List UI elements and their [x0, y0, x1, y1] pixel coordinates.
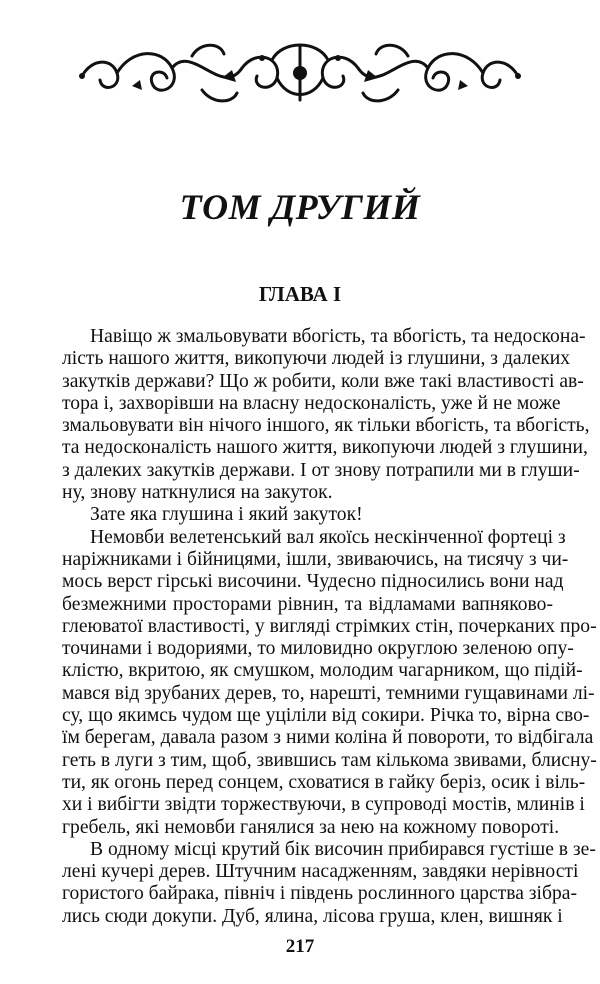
page-number: 217 — [285, 936, 315, 957]
text-line: лись сюди докупи. Дуб, ялина, лісова груша, клен, вишняк і — [62, 905, 563, 927]
text-line: мось верст гірські височини. Чудесно підносились вони над — [62, 571, 564, 593]
text-line: змальовувати він нічого іншого, як тільки вбогість, та вбогість, — [62, 415, 590, 437]
text-line: точинами і водориями, то миловидно округлою зеленою опу- — [62, 638, 574, 660]
decorative-ornament-headpiece — [72, 38, 528, 108]
text-line: мався від зрубаних дерев, то, нарешті, темними гущавинами лі- — [62, 682, 595, 704]
text-line: з далеких закутків держави. І от знову потрапили ми в глуши- — [62, 459, 580, 481]
text-line: та недосконалість нашого життя, викопуючи людей з глушини, — [62, 437, 588, 459]
text-line: безмежними просторами рівнин, та відламами вапняково- — [62, 593, 553, 615]
text-line: хи і вибігти звідти торжествуючи, в супроводі мостів, млинів і — [62, 794, 585, 816]
text-line: Немовби велетенський вал якоїсь нескінченної фортеці з — [90, 526, 566, 548]
text-line: лість нашого життя, викопуючи людей із глушини, з далеких — [62, 348, 571, 370]
text-line: глеюватої властивості, у вигляді стрімких стін, почерканих про- — [62, 615, 597, 637]
chapter-title: ГЛАВА І — [258, 282, 342, 306]
text-line: наріжниками і бійницями, ішли, звиваючись, на тисячу з чи- — [62, 548, 569, 570]
text-line: гребель, які немовби ганялися за нею на кожному повороті. — [62, 816, 560, 838]
volume-title: ТОМ ДРУГИЙ — [179, 187, 421, 227]
text-line: гористого байрака, північ і південь рослинного царства зібра- — [62, 883, 577, 905]
text-line: ну, знову наткнулися на закуток. — [62, 482, 333, 504]
text-line: тора і, захворівши на власну недосконалість, уже й не може — [62, 392, 561, 414]
text-line: клістю, вкритою, як смушком, молодим чагарником, що підій- — [62, 660, 583, 682]
text-line: ти, як огонь перед сонцем, сховатися в гайку беріз, осик і віль- — [62, 771, 586, 793]
text-line: їм берегам, давала разом з ними коліна й повороти, то відбігала — [62, 727, 594, 749]
text-line: геть в луги з тим, щоб, звившись там кількома звивами, блисну- — [62, 749, 597, 771]
text-line: лені кучері дерев. Штучним насадженням, завдяки нерівності — [62, 861, 579, 883]
text-line: Навіщо ж змальовувати вбогість, та вбогість, та недоскона- — [90, 326, 586, 347]
body-text — [62, 326, 597, 928]
text-line: су, що якимсь чудом ще уціліли від сокири. Річка то, вірна сво- — [62, 705, 590, 727]
text-line: закутків держави? Що ж робити, коли вже такі властивості ав- — [62, 370, 584, 392]
text-line: В одному місці крутий бік височин прибирався густіше в зе- — [90, 838, 596, 860]
text-line: Зате яка глушина і який закуток! — [90, 504, 363, 526]
